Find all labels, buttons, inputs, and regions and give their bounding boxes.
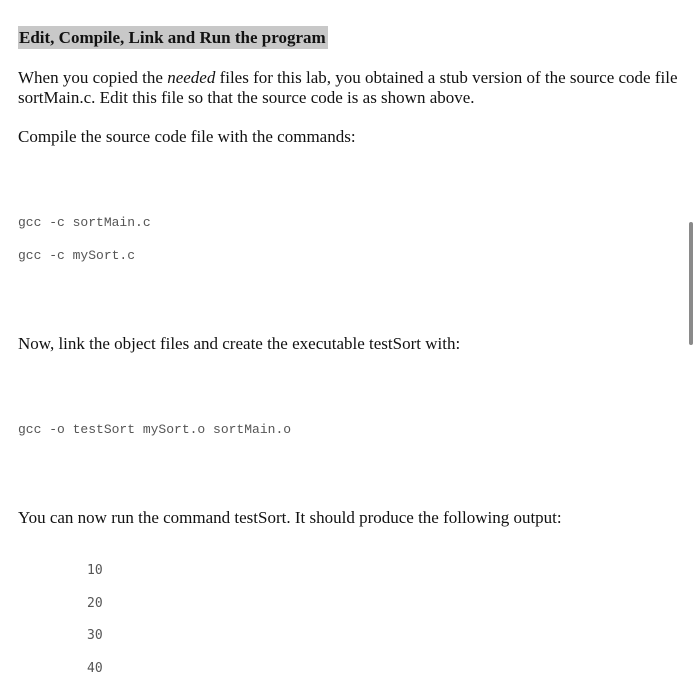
intro-paragraph [18, 68, 678, 108]
intro-text-end: files for this lab, you obtained a stub version of the source code file sortMain.c. Edit this file so that the source code is as shown above. [18, 68, 678, 107]
output-line: 40 [87, 661, 103, 676]
vertical-scrollbar[interactable] [689, 222, 693, 345]
run-instruction: You can now run the command testSort. It should produce the following output: [18, 508, 562, 527]
link-instruction: Now, link the object files and create the executable testSort with: [18, 334, 461, 353]
section-heading: Edit, Compile, Link and Run the program [19, 28, 326, 47]
compile-command-2: gcc -c mySort.c [18, 248, 136, 263]
compile-instruction: Compile the source code file with the commands: [18, 127, 356, 146]
output-line: 20 [87, 596, 103, 611]
intro-emphasis: needed [167, 68, 216, 87]
link-command: gcc -o testSort mySort.o sortMain.o [18, 422, 292, 437]
intro-text-start: When you copied the [18, 68, 168, 87]
output-line: 10 [87, 563, 103, 578]
output-line: 30 [87, 628, 103, 643]
compile-command-1: gcc -c sortMain.c [18, 215, 151, 230]
